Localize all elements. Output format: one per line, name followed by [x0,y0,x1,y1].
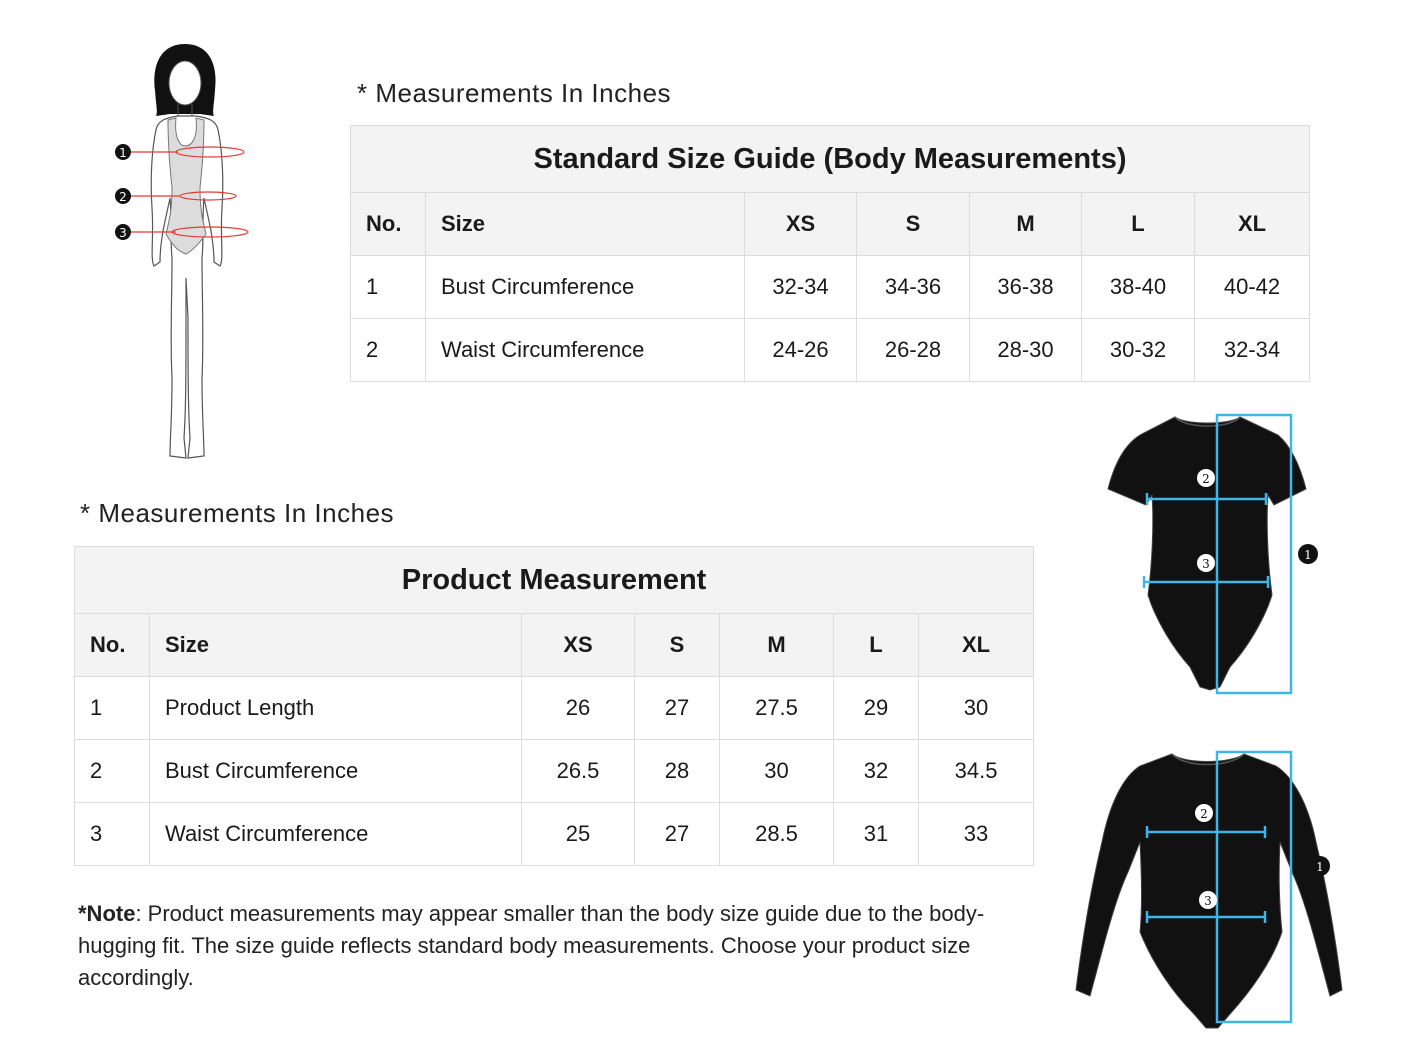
col-header-no: No. [75,614,150,677]
table-cell: 34-36 [857,256,970,319]
table-cell: 27.5 [720,677,834,740]
table-cell: 32 [834,740,919,803]
col-header-size: Size [150,614,522,677]
svg-text:3: 3 [1202,557,1210,571]
col-header-m: M [970,193,1082,256]
col-header-xl: XL [919,614,1034,677]
bust-marker [1195,804,1213,822]
waist-marker [1199,891,1217,909]
col-header-l: L [1082,193,1195,256]
table-cell: 33 [919,803,1034,866]
col-header-xl: XL [1195,193,1310,256]
col-header-s: S [857,193,970,256]
col-header-l: L [834,614,919,677]
note-text: : Product measurements may appear smaller than the body size guide due to the body-hugging fit. The size guide reflects standard body measurements. Choose your product size accordingly. [78,901,985,990]
table-cell: 32-34 [745,256,857,319]
table-cell: 38-40 [1082,256,1195,319]
svg-text:1: 1 [119,146,127,160]
length-marker [1298,544,1318,564]
table-cell: 28.5 [720,803,834,866]
length-marker [1310,856,1330,876]
col-header-xs: XS [745,193,857,256]
measurement-unit-note: * Measurements In Inches [357,78,672,108]
col-header-m: M [720,614,834,677]
fit-note [78,898,1048,994]
table-cell: 40-42 [1195,256,1310,319]
body-size-table [350,125,1310,382]
note-label: *Note [78,901,136,926]
table-cell: 2 [351,319,426,382]
table-cell: 28 [635,740,720,803]
svg-text:3: 3 [1204,894,1212,908]
svg-text:3: 3 [119,226,127,240]
table-cell: 28-30 [970,319,1082,382]
product-table-title: Product Measurement [75,547,1034,614]
table-row [351,319,1310,382]
table-cell: 36-38 [970,256,1082,319]
table-cell: 31 [834,803,919,866]
waist-marker [1197,554,1215,572]
col-header-xs: XS [522,614,635,677]
table-cell: 25 [522,803,635,866]
table-row [75,677,1034,740]
table-cell: 2 [75,740,150,803]
table-cell: 29 [834,677,919,740]
col-header-no: No. [351,193,426,256]
figure-marker-3 [115,224,131,240]
svg-text:1: 1 [1316,860,1324,874]
table-cell: 26 [522,677,635,740]
table-cell: 24-26 [745,319,857,382]
table-cell: 3 [75,803,150,866]
body-figure-illustration [100,38,280,468]
table-cell: 30-32 [1082,319,1195,382]
table-cell: Waist Circumference [426,319,745,382]
svg-text:2: 2 [119,190,127,204]
figure-marker-2 [115,188,131,204]
table-cell: 34.5 [919,740,1034,803]
table-cell: Bust Circumference [150,740,522,803]
long-sleeve-bodysuit-illustration [1060,742,1360,1042]
table-cell: Waist Circumference [150,803,522,866]
svg-text:2: 2 [1200,807,1208,821]
table-cell: 27 [635,677,720,740]
table-row [351,256,1310,319]
table-cell: 30 [919,677,1034,740]
svg-text:1: 1 [1304,548,1312,562]
figure-marker-1 [115,144,131,160]
col-header-s: S [635,614,720,677]
table-cell: Bust Circumference [426,256,745,319]
table-cell: 1 [75,677,150,740]
table-cell: 32-34 [1195,319,1310,382]
product-measurement-table [74,546,1034,866]
table-row [75,803,1034,866]
bust-marker [1197,469,1215,487]
short-sleeve-bodysuit-illustration [1060,405,1360,705]
table-cell: 30 [720,740,834,803]
table-cell: Product Length [150,677,522,740]
measurement-unit-note: * Measurements In Inches [80,498,395,528]
table-cell: 26-28 [857,319,970,382]
body-table-title: Standard Size Guide (Body Measurements) [351,126,1310,193]
col-header-size: Size [426,193,745,256]
svg-text:2: 2 [1202,472,1210,486]
table-cell: 27 [635,803,720,866]
table-cell: 26.5 [522,740,635,803]
table-cell: 1 [351,256,426,319]
table-row [75,740,1034,803]
